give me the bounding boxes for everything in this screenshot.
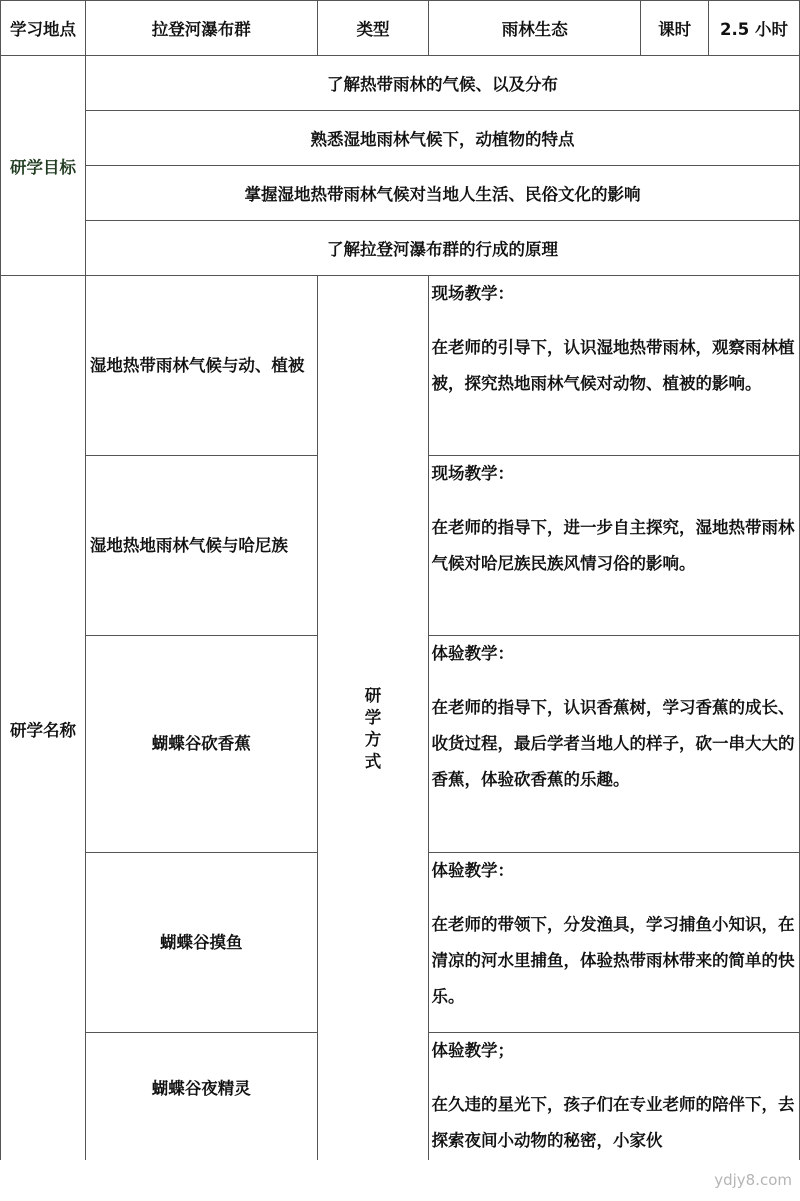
activity-description [429, 636, 800, 853]
method-label: 研学方式 [364, 686, 382, 771]
activity-row [1, 276, 800, 456]
goal-item: 掌握湿地热带雨林气候对当地人生活、民俗文化的影响 [85, 166, 799, 221]
header-row [1, 1, 800, 56]
goal-item: 熟悉湿地雨林气候下，动植物的特点 [85, 111, 799, 166]
activity-topic: 湿地热带雨林气候与动、植被 [85, 276, 317, 456]
activity-mode: 体验教学： [431, 644, 514, 663]
activity-topic: 蝴蝶谷砍香蕉 [85, 636, 317, 853]
activity-description [429, 853, 800, 1033]
method-label-cell [317, 276, 429, 1183]
activity-mode: 体验教学： [431, 861, 514, 880]
type-label: 类型 [317, 1, 429, 56]
activity-mode: 现场教学： [431, 284, 514, 303]
goals-label: 研学目标 [1, 56, 86, 276]
activity-description [429, 456, 800, 636]
location-value: 拉登河瀑布群 [85, 1, 317, 56]
goal-item: 了解热带雨林的气候、以及分布 [85, 56, 799, 111]
activity-text: 在老师的引导下，认识湿地热带雨林，观察雨林植被，探究热地雨林气候对动物、植被的影响。 [431, 338, 795, 393]
goal-row [1, 221, 800, 276]
watermark: ydjy8.com [714, 1171, 792, 1189]
activity-text: 在老师的带领下，分发渔具，学习捕鱼小知识，在清凉的河水里捕鱼，体验热带雨林带来的简单的快乐。 [431, 915, 795, 1006]
goal-row [1, 56, 800, 111]
activity-mode: 体验教学； [431, 1041, 514, 1060]
activity-mode: 现场教学： [431, 464, 514, 483]
activity-topic: 蝴蝶谷摸鱼 [85, 853, 317, 1033]
activities-label: 研学名称 [1, 276, 86, 1183]
activity-topic: 蝴蝶谷夜精灵 [85, 1033, 317, 1183]
goal-item: 了解拉登河瀑布群的行成的原理 [85, 221, 799, 276]
activity-topic: 湿地热地雨林气候与哈尼族 [85, 456, 317, 636]
activity-text: 在老师的指导下，进一步自主探究，湿地热带雨林气候对哈尼族民族风情习俗的影响。 [431, 518, 795, 573]
goal-row [1, 111, 800, 166]
hours-value: 2.5 小时 [709, 1, 800, 56]
activity-description [429, 276, 800, 456]
type-value: 雨林生态 [429, 1, 641, 56]
location-label: 学习地点 [1, 1, 86, 56]
hours-label: 课时 [641, 1, 709, 56]
goal-row [1, 166, 800, 221]
page-bottom-margin [0, 1160, 800, 1201]
activity-text: 在久违的星光下，孩子们在专业老师的陪伴下，去探索夜间小动物的秘密，小家伙 [431, 1095, 795, 1150]
activity-text: 在老师的指导下，认识香蕉树，学习香蕉的成长、收货过程，最后学者当地人的样子，砍一串大大的香蕉，体验砍香蕉的乐趣。 [431, 698, 795, 789]
